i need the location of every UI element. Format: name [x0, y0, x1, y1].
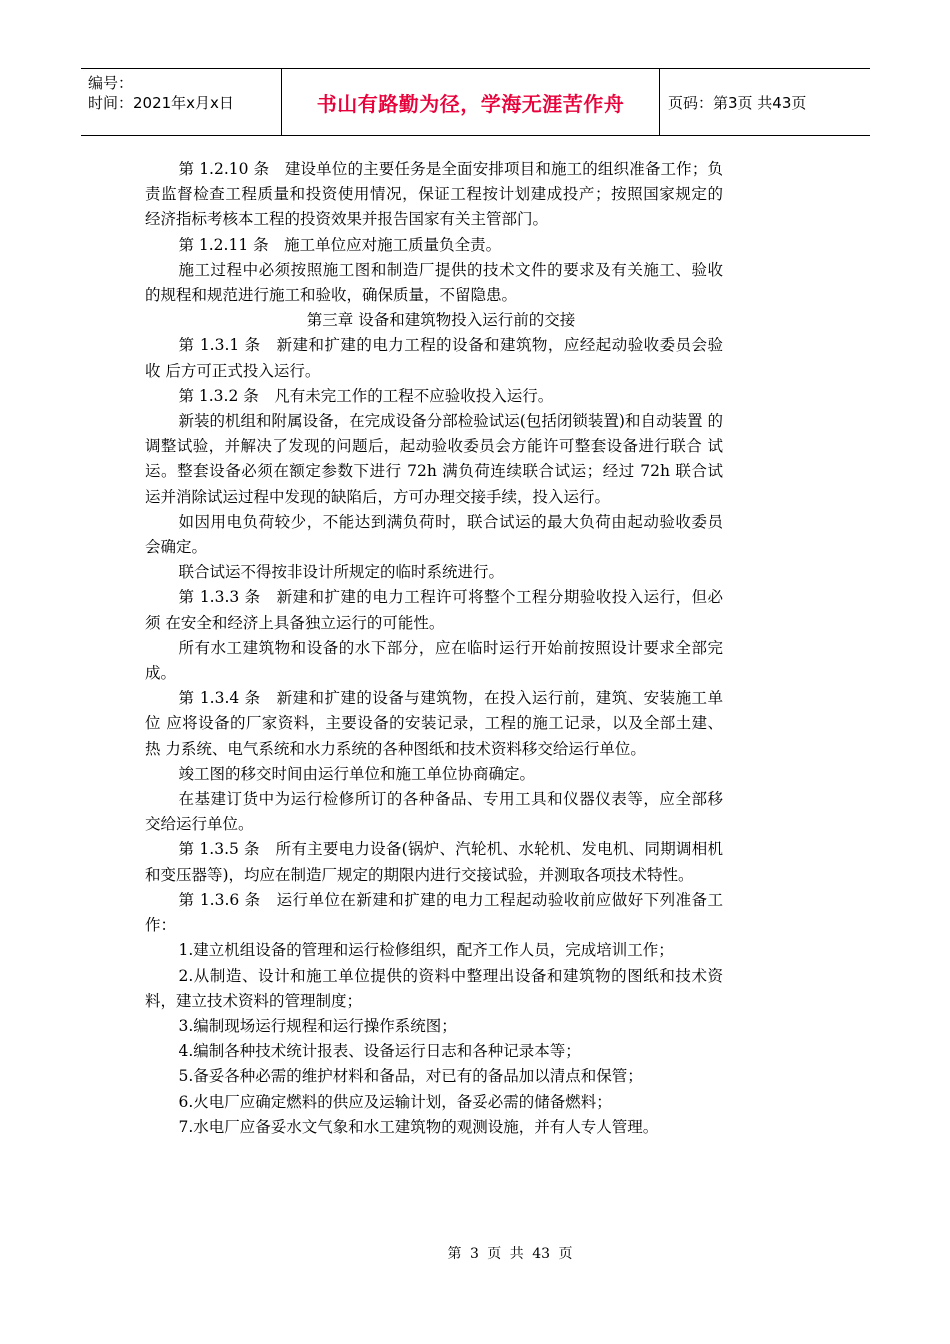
article-1-3-6: 第 1.3.6 条 运行单位在新建和扩建的电力工程起动验收前应做好下列准备工 作： — [145, 890, 723, 935]
paragraph-hydraulic-works: 所有水工建筑物和设备的水下部分，应在临时运行开始前按照设计要求全部完 成。 — [145, 638, 723, 683]
page-header — [81, 68, 870, 136]
paragraph-spare-parts: 在基建订货中为运行检修所订的各种备品、专用工具和仪器仪表等，应全部移 交给运行单位。 — [145, 790, 723, 834]
doc-code-label: 编号： — [88, 74, 134, 92]
paragraph-trial-system: 联合试运不得按非设计所规定的临时系统进行。 — [178, 563, 504, 582]
article-1-2-10: 第 1.2.10 条 建设单位的主要任务是全面安排项目和施工的组织准备工作；负 责监督检查工程质量和投资使用情况，保证工程按计划建成投产；按照国家规定的 经济指标考核本工程的投资效果并报告国家有关主管部门。 — [145, 160, 723, 229]
paragraph-low-load: 如因用电负荷较少，不能达到满负荷时，联合试运的最大负荷由起动验收委员 会确定。 — [145, 512, 723, 557]
header-meta — [81, 69, 281, 135]
list-item-4: 4.编制各种技术统计报表、设备运行日志和各种记录本等； — [178, 1042, 581, 1061]
page-footer: 第 3 页 共 43 页 — [447, 1246, 573, 1262]
header-motto-cell — [281, 69, 660, 135]
article-1-3-5: 第 1.3.5 条 所有主要电力设备(锅炉、汽轮机、水轮机、发电机、同期调相机 和变压器等)，均应在制造厂规定的期限内进行交接试验，并测取各项技术特性。 — [145, 840, 723, 884]
list-item-2: 2.从制造、设计和施工单位提供的资料中整理出设备和建筑物的图纸和技术资 料，建立技术资料的管理制度； — [145, 966, 723, 1010]
list-item-1: 1.建立机组设备的管理和运行检修组织，配齐工作人员，完成培训工作； — [178, 941, 674, 960]
article-1-3-1: 第 1.3.1 条 新建和扩建的电力工程的设备和建筑物，应经起动验收委员会验收 后方可正式投入运行。 — [145, 336, 723, 380]
list-item-6: 6.火电厂应确定燃料的供应及运输计划，备妥必需的储备燃料； — [178, 1092, 612, 1111]
list-item-7: 7.水电厂应备妥水文气象和水工建筑物的观测设施，并有人专人管理。 — [178, 1117, 659, 1136]
paragraph-new-units-trial: 新装的机组和附属设备，在完成设备分部检验试运(包括闭锁装置)和自动装置 的调整试验，并解决了发现的问题后，起动验收委员会方能许可整套设备进行联合 试运。整套设备必须在额定参数下进行 72h 满负荷连续联合试运；经过 72h 联合试 运并消除试运过程中发现的缺陷后，方可办理交接手续，投入运行。 — [145, 412, 723, 506]
chapter-3-heading: 第三章 设备和建筑物投入运行前的交接 — [306, 311, 576, 330]
header-motto: 书山有路勤为径，学海无涯苦作舟 — [316, 91, 625, 116]
paragraph-construction-process: 施工过程中必须按照施工图和制造厂提供的技术文件的要求及有关施工、验收 的规程和规范进行施工和验收，确保质量，不留隐患。 — [145, 260, 723, 305]
paragraph-as-built-drawings: 竣工图的移交时间由运行单位和施工单位协商确定。 — [178, 764, 535, 783]
doc-time-label: 时间：2021年x月x日 — [88, 94, 234, 112]
document-body — [145, 157, 723, 1140]
header-page-number: 页码：第3页 共43页 — [668, 93, 807, 112]
article-1-3-3: 第 1.3.3 条 新建和扩建的电力工程许可将整个工程分期验收投入运行，但必须 在安全和经济上具备独立运行的可能性。 — [145, 588, 723, 632]
article-1-3-2: 第 1.3.2 条 凡有未完工作的工程不应验收投入运行。 — [178, 386, 554, 405]
article-1-3-4: 第 1.3.4 条 新建和扩建的设备与建筑物，在投入运行前，建筑、安装施工单位 应将设备的厂家资料，主要设备的安装记录，工程的施工记录，以及全部土建、热 力系统、电气系统和水力系统的各种图纸和技术资料移交给运行单位。 — [145, 689, 723, 758]
article-1-2-11: 第 1.2.11 条 施工单位应对施工质量负全责。 — [178, 235, 502, 254]
header-page-cell — [660, 69, 870, 135]
list-item-5: 5.备妥各种必需的维护材料和备品，对已有的备品加以清点和保管； — [178, 1067, 643, 1086]
list-item-3: 3.编制现场运行规程和运行操作系统图； — [178, 1016, 457, 1035]
